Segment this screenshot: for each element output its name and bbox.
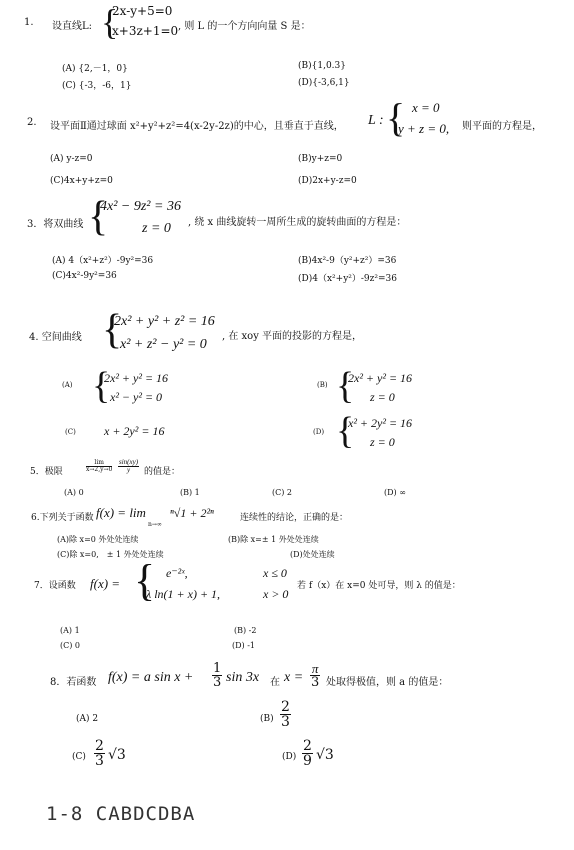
q7-case-1-expr: e⁻²ˣ,	[166, 566, 188, 580]
q8-option-d-root: √3	[316, 747, 334, 763]
q2-option-b: (B)y+z=0	[298, 154, 343, 164]
q8-option-c-label: (C)	[72, 752, 86, 762]
q8-number: 8．若函数	[50, 677, 97, 688]
q4-number: 4. 空间曲线	[29, 332, 82, 343]
q3-option-b: (B)4x²-9（y²+z²）=36	[298, 256, 397, 266]
q6-stem: 6.下列关于函数	[31, 513, 94, 523]
q6-stem-post: 连续性的结论，正确的是：	[240, 513, 349, 523]
q5-limit-bottom: x→2,y→0	[86, 466, 113, 473]
q1-number: 1.	[24, 17, 34, 28]
q8-frac-2-numerator: π	[311, 661, 319, 676]
q8-option-b-denominator: 3	[281, 714, 290, 730]
q5-option-d: (D) ∞	[384, 488, 406, 497]
q4-eq-2: x² + z² − y² = 0	[120, 337, 207, 352]
q6-formula-sub: n→∞	[148, 521, 162, 528]
q7-case-2-expr: λ ln(1 + x) + 1,	[146, 587, 221, 601]
q4-eq-1: 2x² + y² + z² = 16	[114, 314, 215, 329]
q7-option-b: (B) -2	[234, 626, 257, 635]
q8-option-b-numerator: 2	[281, 699, 290, 715]
q4-brace: {	[102, 307, 123, 353]
answer-key: 1-8 CABDCDBA	[46, 803, 196, 825]
q8-frac-1	[212, 662, 222, 689]
q1-option-c: (C) {-3，-6，1}	[62, 81, 132, 91]
q5-limit-top: lim	[86, 460, 112, 467]
q4-option-a-label: (A)	[62, 381, 73, 389]
q5-frac-numerator: sin(xy)	[119, 458, 139, 466]
q5-number: 5．极限	[30, 467, 63, 477]
q4-option-d-label: (D)	[313, 428, 325, 436]
q8-option-c-numerator: 2	[95, 738, 104, 754]
q8-function-post: sin 3x	[226, 670, 260, 685]
q2-eq-2: y + z = 0,	[398, 121, 450, 136]
q3-option-d: (D)4（x²+y²）-9z²=36	[298, 274, 397, 284]
q5-limit	[86, 460, 112, 473]
q1-eq-1: 2x-y+5=0	[112, 4, 173, 18]
q3-number: 3．将双曲线	[27, 219, 84, 230]
q8-option-c-frac	[94, 739, 105, 768]
q6-option-d: (D)处处连续	[290, 550, 335, 559]
q8-option-a: (A) 2	[76, 714, 99, 724]
q4-option-a-eq-2: x² − y² = 0	[110, 390, 163, 404]
q4-option-b-label: (B)	[317, 381, 328, 389]
q3-brace: {	[88, 194, 109, 240]
q2-option-d: (D)2x+y-z=0	[298, 176, 357, 186]
q2-option-c: (C)4x+y+z=0	[50, 176, 113, 186]
q5-stem-post: 的值是：	[144, 467, 181, 477]
q4-option-b-brace: {	[336, 365, 355, 407]
q5-option-a: (A) 0	[64, 488, 84, 497]
q8-frac-1-numerator: 1	[213, 661, 222, 676]
q2-brace: {	[386, 95, 406, 140]
q7-number: 7．设函数	[34, 581, 76, 591]
q8-stem-post: 处取得极值，则 a 的值是：	[326, 677, 449, 688]
q8-option-b-label: (B)	[260, 714, 274, 724]
q7-case-1-cond: x ≤ 0	[263, 566, 287, 580]
q4-option-b-eq-1: 2x² + y² = 16	[348, 371, 413, 385]
q8-option-b-frac	[280, 700, 291, 729]
q1-stem: 设直线L:	[52, 21, 93, 32]
q2-stem-post: 则平面的方程是，	[462, 121, 542, 132]
q5-option-c: (C) 2	[272, 488, 292, 497]
q4-option-a-brace: {	[92, 365, 111, 407]
q8-frac-1-denominator: 3	[213, 675, 222, 690]
q2-stem: 设平面Ⅱ通过球面 x²+y²+z²=4(x-2y-2z)的中心，且垂直于直线，	[50, 121, 344, 132]
q1-eq-2: x+3z+1=0	[112, 24, 179, 38]
q6-formula-root: ⁿ√1 + 2²ⁿ	[170, 506, 214, 520]
q7-option-d: (D) -1	[232, 641, 255, 650]
q2-line-label: L :	[368, 113, 384, 128]
q7-option-c: (C) 0	[60, 641, 80, 650]
q8-option-d-denominator: 9	[303, 753, 312, 769]
q4-option-c-label: (C)	[65, 428, 76, 436]
q4-option-d-brace: {	[336, 410, 355, 452]
q7-brace: {	[134, 556, 156, 605]
q2-option-a: (A) y-z=0	[50, 154, 93, 164]
q5-frac-denominator: y	[126, 466, 131, 474]
q7-case-2-cond: x > 0	[263, 587, 289, 601]
q7-option-a: (A) 1	[60, 626, 80, 635]
q4-option-d-eq-1: x² + 2y² = 16	[348, 416, 413, 430]
q3-eq-2: z = 0	[142, 221, 171, 236]
q8-option-d-frac	[302, 739, 313, 768]
q8-frac-2-denominator: 3	[311, 675, 320, 690]
q8-function: f(x) = a sin x +	[108, 670, 194, 685]
q8-frac-2	[310, 662, 320, 689]
q6-option-a: (A)除 x=0 外处处连续	[57, 535, 139, 544]
q1-brace: {	[101, 2, 119, 42]
q1-option-d: (D){-3,6,1}	[298, 78, 350, 88]
q3-option-c: (C)4x²-9y²=36	[52, 271, 117, 281]
q6-option-c: (C)除 x=0, ± 1 外处处连续	[57, 550, 164, 559]
q1-option-b: (B){1,0.3}	[298, 61, 346, 71]
q4-option-c-eq: x + 2y² = 16	[104, 424, 165, 438]
q8-option-d-label: (D)	[282, 752, 297, 762]
q8-x-eq: x =	[284, 670, 304, 685]
q1-option-a: (A) {2,－1，0}	[62, 64, 128, 74]
q8-option-c-denominator: 3	[95, 753, 104, 769]
q7-fx: f(x) =	[90, 576, 121, 591]
q3-eq-1: 4x² − 9z² = 36	[100, 199, 181, 214]
q3-option-a: (A) 4（x²+z²）-9y²=36	[52, 256, 154, 266]
q6-formula: f(x) = lim	[96, 505, 146, 520]
q4-option-b-eq-2: z = 0	[370, 390, 395, 404]
q6-option-b: (B)除 x=± 1 外处处连续	[228, 535, 319, 544]
q8-option-c-root: √3	[108, 747, 126, 763]
q4-stem-post: , 在 xoy 平面的投影的方程是，	[222, 331, 363, 342]
q7-stem-post: 若 f（x）在 x=0 处可导，则 λ 的值是：	[297, 581, 461, 591]
q5-fraction	[118, 459, 139, 474]
q2-eq-1: x = 0	[412, 100, 440, 115]
q5-option-b: (B) 1	[180, 488, 200, 497]
q8-option-d-numerator: 2	[303, 738, 312, 754]
q1-stem-post: , 则 L 的一个方向向量 S 是：	[178, 21, 311, 32]
q4-option-d-eq-2: z = 0	[370, 435, 395, 449]
q8-mid: 在	[270, 677, 280, 688]
q4-option-a-eq-1: 2x² + y² = 16	[104, 371, 169, 385]
q2-number: 2.	[27, 117, 37, 128]
q3-stem-post: , 绕 x 曲线旋转一周所生成的旋转曲面的方程是：	[188, 217, 407, 228]
